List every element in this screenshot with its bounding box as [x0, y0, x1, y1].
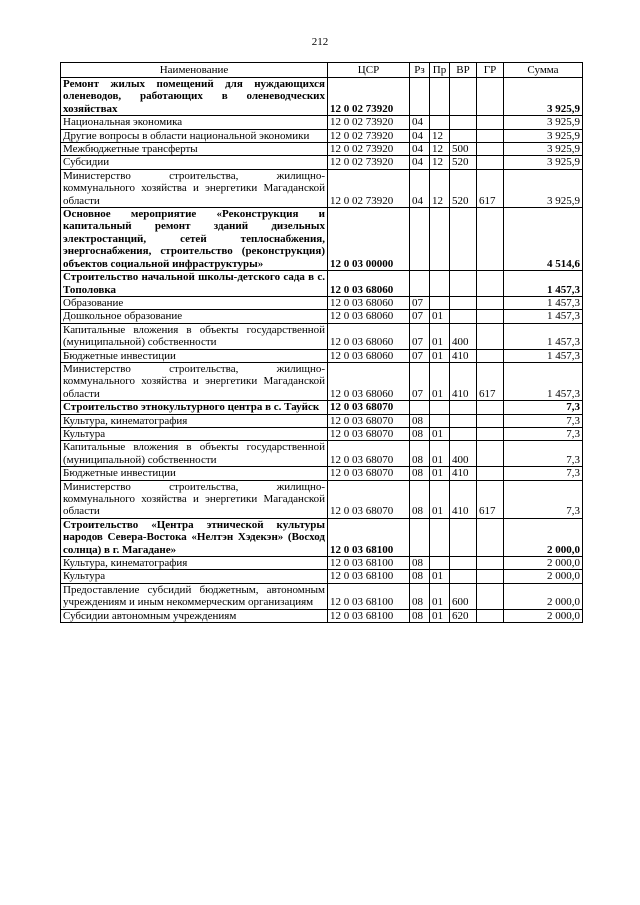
table-row [61, 156, 583, 169]
cell-name: Другие вопросы в области национальной экономики [61, 129, 328, 142]
cell-rz [410, 78, 430, 116]
table-row [61, 310, 583, 323]
cell-pr [430, 271, 450, 297]
cell-vr [450, 557, 477, 570]
cell-gr [477, 143, 504, 156]
cell-rz [410, 208, 430, 271]
cell-name: Строительство этнокультурного центра в с. Тауйск [61, 401, 328, 414]
cell-gr [477, 310, 504, 323]
table-row [61, 271, 583, 297]
page-number: 212 [311, 36, 329, 48]
cell-sum: 2 000,0 [504, 583, 583, 609]
cell-sum: 3 925,9 [504, 78, 583, 116]
cell-name: Культура [61, 427, 328, 440]
budget-table [60, 62, 583, 623]
cell-csr: 12 0 03 68060 [328, 296, 410, 309]
cell-name: Национальная экономика [61, 116, 328, 129]
cell-name: Предоставление субсидий бюджетным, автономным учреждениям и иным некоммерческим организациям [61, 583, 328, 609]
cell-csr: 12 0 03 68070 [328, 480, 410, 518]
cell-sum: 7,3 [504, 427, 583, 440]
cell-gr [477, 349, 504, 362]
table-row [61, 296, 583, 309]
cell-csr: 12 0 03 68100 [328, 518, 410, 556]
cell-name: Субсидии автономным учреждениям [61, 609, 328, 622]
cell-pr: 01 [430, 349, 450, 362]
cell-gr [477, 427, 504, 440]
cell-csr: 12 0 03 68060 [328, 349, 410, 362]
table-row [61, 116, 583, 129]
cell-pr [430, 296, 450, 309]
cell-gr [477, 323, 504, 349]
cell-csr: 12 0 03 68060 [328, 323, 410, 349]
cell-pr [430, 557, 450, 570]
cell-rz: 07 [410, 323, 430, 349]
header-pr: Пр [430, 63, 450, 78]
table-row [61, 401, 583, 414]
cell-gr [477, 129, 504, 142]
cell-csr: 12 0 03 00000 [328, 208, 410, 271]
cell-vr: 520 [450, 169, 477, 207]
cell-gr [477, 414, 504, 427]
cell-rz: 07 [410, 296, 430, 309]
cell-gr [477, 609, 504, 622]
cell-gr [477, 441, 504, 467]
cell-rz: 04 [410, 169, 430, 207]
cell-pr: 01 [430, 570, 450, 583]
header-gr: ГР [477, 63, 504, 78]
cell-sum: 1 457,3 [504, 310, 583, 323]
cell-csr: 12 0 02 73920 [328, 156, 410, 169]
cell-sum: 3 925,9 [504, 156, 583, 169]
cell-pr: 12 [430, 156, 450, 169]
cell-pr: 12 [430, 169, 450, 207]
cell-csr: 12 0 02 73920 [328, 78, 410, 116]
cell-name: Министерство строительства, жилищно-коммунального хозяйства и энергетики Магаданской области [61, 169, 328, 207]
cell-pr: 01 [430, 441, 450, 467]
cell-gr [477, 557, 504, 570]
cell-csr: 12 0 03 68070 [328, 441, 410, 467]
header-rz: Рз [410, 63, 430, 78]
cell-rz: 07 [410, 310, 430, 323]
cell-rz: 08 [410, 570, 430, 583]
cell-csr: 12 0 03 68060 [328, 362, 410, 400]
table-header-row [61, 63, 583, 78]
cell-pr: 01 [430, 609, 450, 622]
header-sum: Сумма [504, 63, 583, 78]
cell-sum: 2 000,0 [504, 609, 583, 622]
cell-pr [430, 414, 450, 427]
cell-sum: 3 925,9 [504, 129, 583, 142]
cell-csr: 12 0 03 68070 [328, 414, 410, 427]
table-row [61, 557, 583, 570]
cell-pr [430, 116, 450, 129]
cell-gr [477, 296, 504, 309]
cell-gr [477, 570, 504, 583]
cell-gr [477, 583, 504, 609]
cell-name: Культура [61, 570, 328, 583]
cell-rz: 08 [410, 583, 430, 609]
cell-sum: 7,3 [504, 467, 583, 480]
cell-name: Строительство начальной школы-детского сада в с. Тополовка [61, 271, 328, 297]
cell-vr: 520 [450, 156, 477, 169]
cell-gr: 617 [477, 480, 504, 518]
cell-name: Капитальные вложения в объекты государственной (муниципальной) собственности [61, 323, 328, 349]
table-row [61, 349, 583, 362]
cell-gr [477, 78, 504, 116]
header-vr: ВР [450, 63, 477, 78]
cell-sum: 1 457,3 [504, 296, 583, 309]
cell-sum: 2 000,0 [504, 570, 583, 583]
cell-pr: 01 [430, 583, 450, 609]
cell-vr: 410 [450, 349, 477, 362]
cell-vr [450, 401, 477, 414]
cell-gr [477, 467, 504, 480]
cell-name: Образование [61, 296, 328, 309]
cell-name: Дошкольное образование [61, 310, 328, 323]
cell-rz: 08 [410, 480, 430, 518]
table-row [61, 362, 583, 400]
cell-sum: 1 457,3 [504, 349, 583, 362]
cell-pr: 01 [430, 323, 450, 349]
cell-name: Культура, кинематография [61, 414, 328, 427]
table-row [61, 583, 583, 609]
cell-vr [450, 570, 477, 583]
cell-csr: 12 0 03 68060 [328, 271, 410, 297]
cell-gr: 617 [477, 169, 504, 207]
table-row [61, 169, 583, 207]
cell-rz: 04 [410, 156, 430, 169]
cell-csr: 12 0 03 68100 [328, 557, 410, 570]
cell-gr [477, 116, 504, 129]
cell-name: Ремонт жилых помещений для нуждающихся оленеводов, работающих в оленеводческих хозяйствах [61, 78, 328, 116]
cell-sum: 2 000,0 [504, 518, 583, 556]
table-row [61, 441, 583, 467]
table-row [61, 609, 583, 622]
cell-pr [430, 518, 450, 556]
cell-name: Субсидии [61, 156, 328, 169]
cell-vr [450, 271, 477, 297]
cell-rz: 08 [410, 427, 430, 440]
table-row [61, 78, 583, 116]
cell-vr: 410 [450, 467, 477, 480]
table-row [61, 480, 583, 518]
cell-csr: 12 0 03 68070 [328, 401, 410, 414]
cell-vr [450, 427, 477, 440]
cell-sum: 4 514,6 [504, 208, 583, 271]
cell-vr: 410 [450, 362, 477, 400]
cell-vr: 410 [450, 480, 477, 518]
cell-pr [430, 208, 450, 271]
cell-rz: 04 [410, 116, 430, 129]
cell-vr [450, 518, 477, 556]
cell-pr: 12 [430, 143, 450, 156]
table-row [61, 518, 583, 556]
cell-rz [410, 271, 430, 297]
cell-vr: 620 [450, 609, 477, 622]
cell-csr: 12 0 02 73920 [328, 169, 410, 207]
cell-gr [477, 271, 504, 297]
cell-csr: 12 0 02 73920 [328, 116, 410, 129]
cell-name: Бюджетные инвестиции [61, 467, 328, 480]
cell-rz: 08 [410, 609, 430, 622]
cell-sum: 7,3 [504, 401, 583, 414]
cell-gr [477, 208, 504, 271]
cell-sum: 3 925,9 [504, 169, 583, 207]
cell-pr [430, 78, 450, 116]
cell-rz: 08 [410, 414, 430, 427]
cell-sum: 7,3 [504, 414, 583, 427]
cell-rz: 08 [410, 441, 430, 467]
cell-rz: 08 [410, 557, 430, 570]
cell-vr [450, 310, 477, 323]
cell-vr [450, 208, 477, 271]
cell-vr: 600 [450, 583, 477, 609]
cell-name: Основное мероприятие «Реконструкция и капитальный ремонт зданий дизельных электростанций, сетей теплоснабжения, энергоснабжения, строительство (реконструкция) объектов социальной инфраструктуры» [61, 208, 328, 271]
cell-csr: 12 0 03 68100 [328, 583, 410, 609]
cell-rz [410, 401, 430, 414]
cell-csr: 12 0 02 73920 [328, 129, 410, 142]
cell-name: Министерство строительства, жилищно-коммунального хозяйства и энергетики Магаданской области [61, 362, 328, 400]
cell-name: Бюджетные инвестиции [61, 349, 328, 362]
cell-csr: 12 0 03 68070 [328, 427, 410, 440]
table-row [61, 323, 583, 349]
table-row [61, 467, 583, 480]
table-row [61, 427, 583, 440]
table-row [61, 143, 583, 156]
cell-csr: 12 0 03 68060 [328, 310, 410, 323]
cell-name: Культура, кинематография [61, 557, 328, 570]
cell-sum: 2 000,0 [504, 557, 583, 570]
cell-name: Межбюджетные трансферты [61, 143, 328, 156]
table-row [61, 414, 583, 427]
cell-rz: 04 [410, 129, 430, 142]
cell-vr [450, 116, 477, 129]
cell-name: Строительство «Центра этнической культуры народов Севера-Востока «Нелтэн Хэдекэн» (Восход солнца) в г. Магадане» [61, 518, 328, 556]
cell-csr: 12 0 02 73920 [328, 143, 410, 156]
cell-vr: 400 [450, 441, 477, 467]
cell-sum: 3 925,9 [504, 116, 583, 129]
cell-pr: 01 [430, 362, 450, 400]
table-row [61, 129, 583, 142]
cell-sum: 1 457,3 [504, 271, 583, 297]
cell-sum: 1 457,3 [504, 323, 583, 349]
cell-sum: 1 457,3 [504, 362, 583, 400]
cell-vr [450, 78, 477, 116]
cell-sum: 7,3 [504, 480, 583, 518]
cell-csr: 12 0 03 68100 [328, 570, 410, 583]
cell-sum: 7,3 [504, 441, 583, 467]
header-name: Наименование [61, 63, 328, 78]
cell-vr [450, 296, 477, 309]
cell-csr: 12 0 03 68100 [328, 609, 410, 622]
cell-pr: 01 [430, 427, 450, 440]
cell-name: Министерство строительства, жилищно-коммунального хозяйства и энергетики Магаданской области [61, 480, 328, 518]
cell-rz: 08 [410, 467, 430, 480]
cell-vr [450, 414, 477, 427]
cell-pr: 01 [430, 480, 450, 518]
cell-pr: 01 [430, 310, 450, 323]
cell-gr [477, 156, 504, 169]
cell-vr: 400 [450, 323, 477, 349]
cell-gr: 617 [477, 362, 504, 400]
header-csr: ЦСР [328, 63, 410, 78]
table-row [61, 570, 583, 583]
cell-rz: 07 [410, 349, 430, 362]
cell-sum: 3 925,9 [504, 143, 583, 156]
table-row [61, 208, 583, 271]
cell-csr: 12 0 03 68070 [328, 467, 410, 480]
cell-rz: 07 [410, 362, 430, 400]
cell-pr: 01 [430, 467, 450, 480]
cell-rz: 04 [410, 143, 430, 156]
cell-gr [477, 518, 504, 556]
cell-vr: 500 [450, 143, 477, 156]
cell-gr [477, 401, 504, 414]
cell-pr: 12 [430, 129, 450, 142]
cell-vr [450, 129, 477, 142]
cell-name: Капитальные вложения в объекты государственной (муниципальной) собственности [61, 441, 328, 467]
table-body [61, 78, 583, 623]
cell-pr [430, 401, 450, 414]
cell-rz [410, 518, 430, 556]
